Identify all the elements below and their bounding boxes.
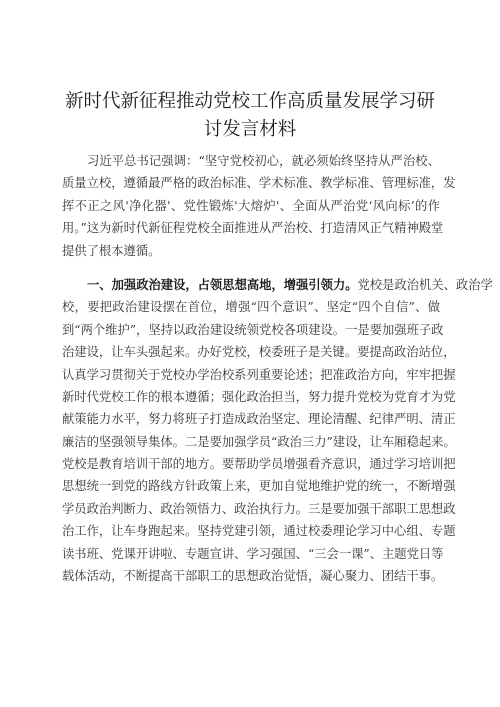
document-title (0, 88, 500, 144)
text-line: 到“两个维护”，坚持以政治建设统领党校各项建设。一是要加强班子政 (62, 322, 444, 337)
text-line: 认真学习贯彻关于党校办学治校系列重要论述；把准政治方向，牢牢把握 (62, 367, 456, 382)
text-line: 用。”这为新时代新征程党校全面推进从严治校、打造清风正气精神殿堂 (62, 221, 444, 236)
intro-paragraph (62, 150, 456, 262)
text-run: 党校是政治机关、政治学 (357, 277, 493, 292)
text-line: 校，要把政治建设摆在首位，增强“四个意识”、坚定“四个自信”、做 (62, 300, 440, 315)
text-line: 献策能力水平，努力将班子打造成政治坚定、理论清醒、纪律严明、清正 (62, 412, 456, 427)
text-line (62, 274, 493, 296)
text-line: 治工作，让车身跑起来。坚持党建引领，通过校委理论学习中心组、专题 (62, 524, 456, 539)
text-line: 治建设，让车头强起来。办好党校，校委班子是关键。要提高政治站位， (62, 345, 456, 360)
title-line: 讨发言材料 (203, 119, 297, 140)
text-line: 思想统一到党的路线方针政策上来，更加自觉地维护党的统一，不断增强 (62, 479, 456, 494)
text-line: 学员政治判断力、政治领悟力、政治执行力。三是要加强干部职工思想政 (62, 501, 456, 516)
text-line: 载体活动，不断提高干部职工的思想政治觉悟，凝心聚力、团结干事。 (62, 569, 444, 584)
text-line: 廉洁的坚强领导集体。二是要加强学员“政治三力”建设，让车厢稳起来。 (62, 434, 456, 449)
text-line: 提供了根本遵循。 (62, 243, 161, 258)
text-line: 挥不正之风'净化器'、党性锻炼'大熔炉'、全面从严治党‘风向标’的作 (62, 198, 440, 213)
text-line: 新时代党校工作的根本遵循；强化政治担当，努力提升党校为党育才为党 (62, 389, 456, 404)
section-heading: 一、加强政治建设，占领思想高地，增强引领力。 (87, 277, 358, 292)
section-one-paragraph (62, 274, 493, 587)
text-line: 习近平总书记强调：“坚守党校初心，就必须始终坚持从严治校、 (87, 154, 440, 168)
title-line: 新时代新征程推动党校工作高质量发展学习研 (64, 91, 435, 112)
text-line: 质量立校，遵循最严格的政治标准、学术标准、教学标准、管理标准，发 (62, 176, 456, 191)
text-line: 读书班、党课开讲啦、专题宣讲、学习强国、“三会一课”、主题党日等 (62, 546, 444, 561)
text-line: 党校是教育培训干部的地方。要帮助学员增强看齐意识，通过学习培训把 (62, 457, 456, 472)
document-body (62, 150, 493, 587)
